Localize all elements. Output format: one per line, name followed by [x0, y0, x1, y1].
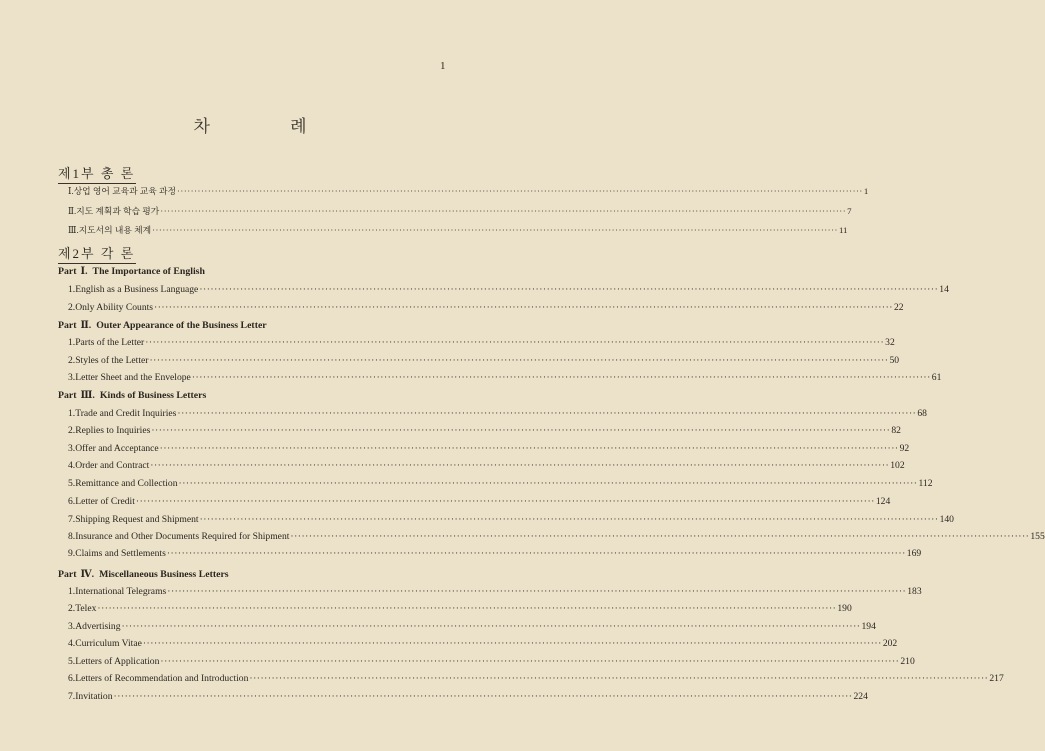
- section-heading: [58, 569, 229, 580]
- entry-number: 3.: [68, 443, 76, 454]
- entry-page: 102: [890, 460, 905, 471]
- entry-page: 194: [861, 621, 876, 632]
- leader-dots: ········································································································································································································: [142, 638, 882, 649]
- entry-page: 11: [838, 225, 848, 235]
- leader-dots: ········································································································································································································: [135, 496, 875, 507]
- section-heading: [58, 320, 267, 331]
- toc-entry[interactable]: [68, 443, 910, 457]
- toc-entry[interactable]: [68, 603, 852, 617]
- toc-entry[interactable]: [68, 656, 915, 670]
- entry-number: 7.: [68, 514, 76, 525]
- leader-dots: ········································································································································································································: [150, 460, 890, 471]
- entry-title: Letters of Recommendation and Introduction: [75, 673, 249, 684]
- leader-dots: ········································································································································································································: [199, 284, 939, 295]
- entry-title: Parts of the Letter: [75, 337, 145, 348]
- leader-dots: ········································································································································································································: [160, 206, 847, 216]
- entry-title: Telex: [75, 603, 97, 614]
- entry-number: 3.: [68, 372, 76, 383]
- entry-number: 9.: [68, 548, 76, 559]
- entry-page: 210: [900, 656, 915, 667]
- part2-heading: 제2부 각 론: [58, 243, 136, 264]
- entry-title: Advertising: [75, 621, 121, 632]
- entry-page: 217: [989, 673, 1004, 684]
- leader-dots: ········································································································································································································: [145, 337, 885, 348]
- entry-title: Remittance and Collection: [75, 478, 178, 489]
- section-heading: [58, 266, 205, 277]
- toc-entry[interactable]: [68, 586, 922, 600]
- entry-number: 4.: [68, 638, 76, 649]
- leader-dots: ········································································································································································································: [166, 548, 906, 559]
- toc-entry[interactable]: [68, 184, 869, 198]
- entry-page: 1: [863, 186, 869, 196]
- entry-page: 82: [891, 425, 901, 436]
- entry-title: English as a Business Language: [75, 284, 199, 295]
- entry-title: 지도서의 내용 체계: [78, 225, 152, 235]
- toc-entry[interactable]: [68, 284, 949, 298]
- entry-page: 140: [939, 514, 954, 525]
- toc-entry[interactable]: [68, 496, 891, 510]
- leader-dots: ········································································································································································································: [154, 302, 893, 313]
- entry-number: 6.: [68, 673, 76, 684]
- entry-page: 190: [837, 603, 852, 614]
- toc-entry[interactable]: [68, 531, 1045, 545]
- toc-entry[interactable]: [68, 302, 904, 316]
- entry-title: Letter of Credit: [75, 496, 135, 507]
- leader-dots: ········································································································································································································: [121, 621, 861, 632]
- leader-dots: ········································································································································································································: [159, 443, 899, 454]
- leader-dots: ········································································································································································································: [160, 656, 900, 667]
- section-title: Outer Appearance of the Business Letter: [96, 320, 267, 331]
- entry-page: 22: [894, 302, 904, 313]
- section-label: Part: [58, 569, 77, 580]
- entry-number: 1.: [68, 337, 76, 348]
- leader-dots: ········································································································································································································: [199, 514, 939, 525]
- section-title: The Importance of English: [92, 266, 205, 277]
- section-label: Part: [58, 390, 77, 401]
- entry-page: 224: [853, 691, 868, 702]
- entry-page: 92: [899, 443, 910, 454]
- entry-number: 8.: [68, 531, 76, 542]
- toc-entry[interactable]: [68, 548, 922, 562]
- toc-entry[interactable]: [68, 638, 898, 652]
- page-number: 1: [440, 60, 446, 72]
- section-number: Ⅰ.: [80, 266, 88, 277]
- entry-title: Replies to Inquiries: [75, 425, 151, 436]
- entry-title: Styles of the Letter: [75, 355, 149, 366]
- entry-number: Ⅰ.: [68, 186, 74, 196]
- toc-entry[interactable]: [68, 478, 933, 492]
- entry-page: 202: [882, 638, 898, 649]
- leader-dots: ········································································································································································································: [176, 186, 863, 196]
- entry-number: 5.: [68, 656, 76, 667]
- section-number: Ⅳ.: [80, 569, 95, 580]
- section-heading: [58, 390, 206, 401]
- entry-title: Trade and Credit Inquiries: [75, 408, 177, 419]
- entry-page: 32: [885, 337, 895, 348]
- section-title: Miscellaneous Business Letters: [99, 569, 229, 580]
- leader-dots: ········································································································································································································: [178, 478, 918, 489]
- toc-entry[interactable]: [68, 621, 876, 635]
- entry-title: Shipping Request and Shipment: [75, 514, 199, 525]
- toc-entry[interactable]: [68, 673, 1004, 687]
- entry-page: 124: [875, 496, 891, 507]
- entry-page: 7: [847, 206, 852, 216]
- entry-number: 2.: [68, 603, 76, 614]
- toc-entry[interactable]: [68, 372, 942, 386]
- entry-page: 169: [906, 548, 922, 559]
- leader-dots: ········································································································································································································: [152, 225, 838, 235]
- section-title: Kinds of Business Letters: [99, 390, 207, 401]
- entry-page: 155: [1030, 531, 1045, 542]
- leader-dots: ········································································································································································································: [191, 372, 931, 383]
- entry-title: Letter Sheet and the Envelope: [75, 372, 191, 383]
- entry-title: International Telegrams: [75, 586, 167, 597]
- leader-dots: ········································································································································································································: [149, 355, 889, 366]
- toc-entry[interactable]: [68, 408, 927, 422]
- entry-number: Ⅲ.: [68, 225, 79, 235]
- entry-title: Offer and Acceptance: [75, 443, 159, 454]
- leader-dots: ········································································································································································································: [97, 603, 837, 614]
- toc-entry[interactable]: [68, 337, 895, 351]
- leader-dots: ········································································································································································································: [177, 408, 917, 419]
- entry-number: 5.: [68, 478, 76, 489]
- toc-entry[interactable]: [68, 691, 868, 705]
- toc-entry[interactable]: [68, 425, 901, 439]
- entry-page: 183: [907, 586, 922, 597]
- entry-page: 68: [917, 408, 927, 419]
- toc-entry[interactable]: [68, 460, 905, 474]
- leader-dots: ········································································································································································································: [167, 586, 907, 597]
- entry-number: 6.: [68, 496, 76, 507]
- entry-title: Insurance and Other Documents Required for Shipment: [75, 531, 290, 542]
- entry-title: Invitation: [75, 691, 113, 702]
- section-label: Part: [58, 266, 77, 277]
- entry-title: 지도 계획과 학습 평가: [76, 206, 160, 216]
- part1-heading: 제1부 총 론: [58, 163, 136, 184]
- entry-page: 112: [918, 478, 933, 489]
- entry-number: 1.: [68, 284, 76, 295]
- toc-entry[interactable]: [68, 223, 848, 237]
- entry-number: Ⅱ.: [68, 206, 77, 216]
- leader-dots: ········································································································································································································: [290, 531, 1030, 542]
- entry-title: Only Ability Counts: [75, 302, 154, 313]
- entry-number: 1.: [68, 586, 76, 597]
- entry-number: 2.: [68, 302, 76, 313]
- toc-title: 차 례: [193, 117, 345, 136]
- entry-page: 14: [939, 284, 949, 295]
- section-number: Ⅱ.: [80, 320, 92, 331]
- leader-dots: ········································································································································································································: [249, 673, 989, 684]
- leader-dots: ········································································································································································································: [113, 691, 853, 702]
- entry-title: 상업 영어 교육과 교육 과정: [73, 186, 176, 196]
- section-label: Part: [58, 320, 77, 331]
- toc-entry[interactable]: [68, 355, 900, 369]
- entry-number: 7.: [68, 691, 76, 702]
- entry-page: 50: [889, 355, 900, 366]
- leader-dots: ········································································································································································································: [151, 425, 891, 436]
- entry-title: Order and Contract: [75, 460, 150, 471]
- entry-title: Letters of Application: [75, 656, 160, 667]
- entry-page: 61: [931, 372, 942, 383]
- entry-number: 1.: [68, 408, 76, 419]
- entry-number: 4.: [68, 460, 76, 471]
- entry-number: 3.: [68, 621, 76, 632]
- toc-entry[interactable]: [68, 204, 852, 218]
- entry-title: Claims and Settlements: [75, 548, 166, 559]
- entry-title: Curriculum Vitae: [75, 638, 142, 649]
- entry-number: 2.: [68, 355, 76, 366]
- toc-entry[interactable]: [68, 514, 954, 528]
- section-number: Ⅲ.: [80, 390, 95, 401]
- entry-number: 2.: [68, 425, 76, 436]
